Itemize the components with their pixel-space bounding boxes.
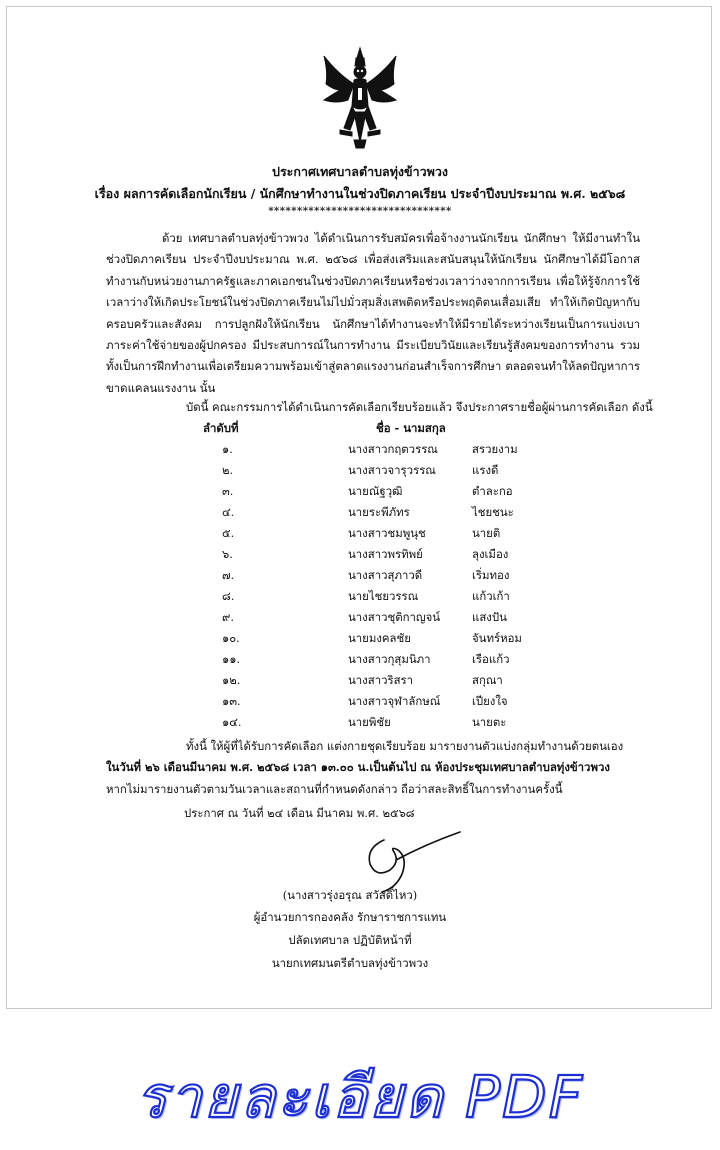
signatory-position-2: ปลัดเทศบาล ปฏิบัติหน้าที่ (288, 933, 412, 947)
list-last-name: นายตะ (472, 715, 507, 729)
list-last-name: จันทร์หอม (472, 631, 522, 645)
list-last-name: ไชยชนะ (472, 505, 514, 519)
list-first-name: นางสาวจุฬาลักษณ์ (348, 694, 441, 708)
list-item (0, 567, 720, 588)
document-title: ประกาศเทศบาลตำบลทุ่งข้าวพวง (272, 164, 448, 179)
closing-line-2-bold: ในวันที่ ๒๖ เดือนมีนาคม พ.ศ. ๒๕๖๘ เวลา ๑๓.๐๐ น.เป็นต้นไป ณ ห้องประชุมเทศบาลตำบลทุ่งข้าวพวง (106, 760, 610, 775)
column-header-name: ชื่อ - นามสกุล (376, 421, 446, 435)
list-number: ๑๐. (222, 631, 240, 645)
list-first-name: นายมงคลชัย (348, 631, 411, 645)
signatory-position-3: นายกเทศมนตรีตำบลทุ่งข้าวพวง (271, 956, 429, 970)
list-number: ๑. (222, 442, 233, 456)
list-last-name: แรงดี (472, 463, 499, 477)
separator-stars: ******************************** (268, 206, 452, 217)
list-last-name: ลุงเมือง (472, 547, 509, 561)
list-first-name: นายระพีภัทร (348, 505, 410, 519)
garuda-emblem (318, 44, 402, 152)
list-number: ๘. (222, 589, 235, 603)
list-first-name: นางสาวชมพูนุช (348, 526, 426, 540)
list-first-name: นางสาวกุสุมนิภา (348, 652, 431, 666)
list-last-name: สรวยงาม (472, 442, 518, 456)
list-first-name: นางสาวกฤตวรรณ (348, 442, 438, 456)
signatory-position-1: ผู้อำนวยการกองคลัง รักษาราชการแทน (253, 910, 447, 924)
list-number: ๔. (222, 505, 235, 519)
list-item (0, 441, 720, 462)
closing-line-3: หากไม่มารายงานตัวตามวันเวลาและสถานที่กำหนดดังกล่าว ถือว่าสละสิทธิ์ในการทำงานครั้งนี้ (106, 781, 563, 796)
announcement-date: ประกาศ ณ วันที่ ๒๔ เดือน มีนาคม พ.ศ. ๒๕๖๘ (184, 806, 415, 820)
list-item (0, 588, 720, 609)
list-number: ๕. (222, 526, 235, 540)
list-number: ๗. (222, 568, 235, 582)
list-last-name: แสงปัน (472, 610, 507, 624)
pdf-details-link[interactable]: รายละเอียด PDF (135, 1063, 585, 1131)
list-last-name: เริ่มทอง (472, 568, 510, 582)
list-first-name: นายพิชัย (348, 715, 391, 729)
list-first-name: นายณัฐวุฒิ (348, 484, 403, 498)
selection-intro: บัดนี้ คณะกรรมการได้ดำเนินการคัดเลือกเรียบร้อยแล้ว จึงประกาศรายชื่อผู้ผ่านการคัดเลือก ดังนี้ (186, 400, 653, 414)
list-last-name: แก้วเก้า (472, 589, 510, 603)
list-item (0, 630, 720, 651)
list-number: ๓. (222, 484, 234, 498)
signatory-name: (นางสาวรุ่งอรุณ สวัสดิ์ไหว) (282, 888, 418, 902)
list-last-name: สกุณา (472, 673, 503, 687)
list-item (0, 525, 720, 546)
list-number: ๑๓. (222, 694, 241, 708)
list-first-name: นางสาวริสรา (348, 673, 414, 687)
list-item (0, 651, 720, 672)
list-item (0, 483, 720, 504)
list-item (0, 462, 720, 483)
list-number: ๑๔. (222, 715, 242, 729)
list-number: ๙. (222, 610, 234, 624)
list-item (0, 609, 720, 630)
closing-paragraph (106, 736, 640, 800)
list-item (0, 672, 720, 693)
list-last-name: ตำละกอ (472, 484, 513, 498)
list-first-name: นายไชยวรรณ (348, 589, 419, 603)
list-number: ๑๑. (222, 652, 241, 666)
list-item (0, 714, 720, 735)
closing-line-1: ทั้งนี้ ให้ผู้ที่ได้รับการคัดเลือก แต่งกายชุดเรียบร้อย มารายงานตัวแบ่งกลุ่มทำงานด้วยตนเอง (186, 739, 624, 753)
list-first-name: นางสาวจารุวรรณ (348, 463, 436, 477)
list-item (0, 504, 720, 525)
list-number: ๒. (222, 463, 234, 477)
list-last-name: เปียงใจ (472, 694, 508, 708)
list-item (0, 693, 720, 714)
paragraph-1: ด้วย เทศบาลตำบลทุ่งข้าวพวง ได้ดำเนินการรับสมัครเพื่อจ้างงานนักเรียน นักศึกษา ให้มีงานทำในช่วงปิดภาคเรียน ประจำปีงบประมาณ พ.ศ. ๒๕๖๘ เพื่อส่งเสริมและสนับสนุนให้นักเรียน นักศึกษาได้มีโอกาสทำงานกับหน่วยงานภาครัฐและภาคเอกชนในช่วงปิดภาคเรียนหรือช่วงเวลาว่างจากการเรียน เพื่อให้รู้จักการใช้เวลาว่างให้เกิดประโยชน์ในช่วงปิดภาคเรียนไม่ไปมั่วสุมสิ่งเสพติดหรือประพฤติตนเสื่อมเสีย ทำให้เกิดปัญหากับครอบครัวและสังคม การปลูกฝังให้นักเรียน นักศึกษาได้ทำงานจะทำให้มีรายได้ระหว่างเรียนเป็นการแบ่งเบาภาระค่าใช้จ่ายของผู้ปกครอง มีประสบการณ์ในการทำงาน มีระเบียบวินัยและเรียนรู้สังคมของการทำงาน รวมทั้งเป็นการฝึกทำงานเพื่อเตรียมความพร้อมเข้าสู่ตลาดแรงงานก่อนสำเร็จการศึกษา ตลอดจนทำให้ลดปัญหาการขาดแคลนแรงงาน นั้น (106, 231, 640, 395)
list-item (0, 546, 720, 567)
list-last-name: เรือแก้ว (472, 652, 510, 666)
list-first-name: นางสาวชุติกาญจน์ (348, 610, 441, 624)
list-number: ๑๒. (222, 673, 241, 687)
document-subject: เรื่อง ผลการคัดเลือกนักเรียน / นักศึกษาทำงานในช่วงปิดภาคเรียน ประจำปีงบประมาณ พ.ศ. ๒๕๖๘ (94, 186, 626, 201)
list-first-name: นางสาวสุภาวดี (348, 568, 423, 582)
list-last-name: นายติ (472, 526, 501, 540)
list-first-name: นางสาวพรทิพย์ (348, 547, 423, 561)
column-header-number: ลำดับที่ (203, 421, 239, 435)
list-number: ๖. (222, 547, 233, 561)
